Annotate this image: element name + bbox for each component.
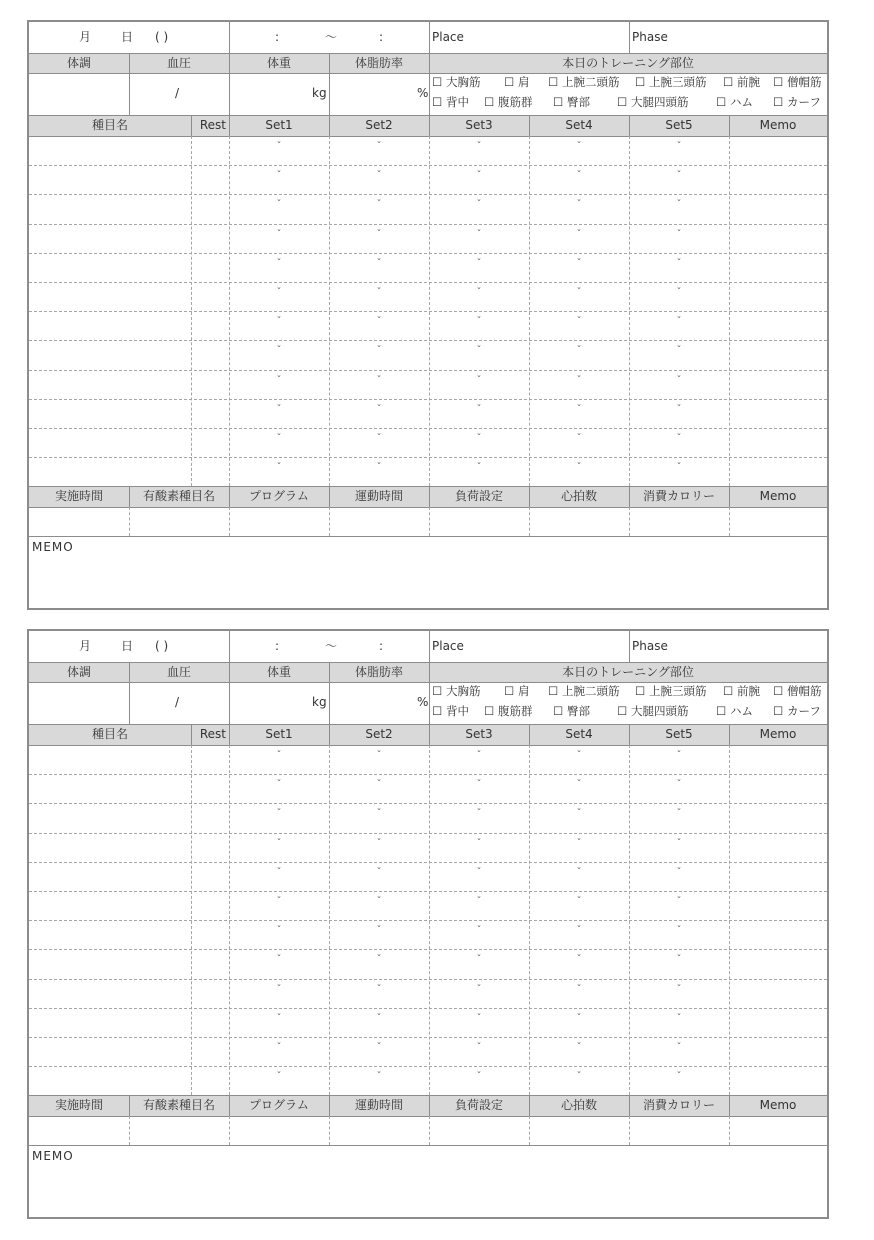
rule-line xyxy=(29,486,827,487)
set-input-mark[interactable]: ˇ xyxy=(276,1042,282,1053)
condition-label: 体調 xyxy=(66,665,91,679)
col-rule xyxy=(429,631,430,662)
set-input-mark[interactable]: ˇ xyxy=(476,983,482,995)
exercise-name-header: 種目名 xyxy=(91,727,128,741)
set-input-mark[interactable]: ˇ xyxy=(276,199,282,211)
set-input-mark[interactable]: ˇ xyxy=(576,866,582,878)
memo-label: MEMO xyxy=(32,1149,74,1163)
row-divider xyxy=(29,253,827,254)
cardio-column-header: 運動時間 xyxy=(354,1098,403,1112)
memo-label: MEMO xyxy=(32,540,74,554)
set-input-mark[interactable]: ˇ xyxy=(476,170,482,182)
row-divider xyxy=(29,803,827,804)
set-header: Set3 xyxy=(465,727,493,741)
set-input-mark[interactable]: ˇ xyxy=(676,287,682,298)
body-fat-label: 体脂肪率 xyxy=(354,56,403,70)
set-input-mark[interactable]: ˇ xyxy=(576,779,582,791)
col-rule xyxy=(429,1116,430,1145)
set-input-mark[interactable]: ˇ xyxy=(476,462,482,474)
row-divider xyxy=(29,862,827,863)
set-input-mark[interactable]: ˇ xyxy=(376,896,382,907)
set-input-mark[interactable]: ˇ xyxy=(476,1071,482,1083)
set-input-mark[interactable]: ˇ xyxy=(676,896,682,907)
training-part-checkbox[interactable]: ☐ ハム xyxy=(716,704,753,718)
row-divider xyxy=(29,920,827,921)
cardio-column-header: 消費カロリー xyxy=(642,1098,715,1112)
training-part-checkbox[interactable]: ☐ カーフ xyxy=(773,704,821,718)
set-input-mark[interactable]: ˇ xyxy=(576,141,582,152)
set-input-mark[interactable]: ˇ xyxy=(376,808,382,820)
rule-line xyxy=(29,1095,827,1096)
set-input-mark[interactable]: ˇ xyxy=(676,170,682,182)
set-input-mark[interactable]: ˇ xyxy=(376,141,382,152)
set-input-mark[interactable]: ˇ xyxy=(276,866,282,878)
set-input-mark[interactable]: ˇ xyxy=(376,866,382,878)
cardio-column-header: 負荷設定 xyxy=(454,489,503,503)
col-rule xyxy=(329,507,330,536)
training-parts-title: 本日のトレーニング部位 xyxy=(562,665,694,679)
training-part-checkbox[interactable]: ☐ 大腿四頭筋 xyxy=(617,704,689,718)
row-divider xyxy=(29,311,827,312)
cardio-column-header: 運動時間 xyxy=(354,489,403,503)
set-input-mark[interactable]: ˇ xyxy=(476,287,482,298)
time-tilde: ～ xyxy=(325,30,338,44)
set-input-mark[interactable]: ˇ xyxy=(676,750,682,761)
cardio-column-header: プログラム xyxy=(249,1098,309,1112)
date-month-label: 月 xyxy=(79,639,92,653)
row-divider xyxy=(29,194,827,195)
set-input-mark[interactable]: ˇ xyxy=(276,170,282,182)
row-divider xyxy=(29,370,827,371)
row-divider xyxy=(29,949,827,950)
set-input-mark[interactable]: ˇ xyxy=(276,896,282,907)
set-input-mark[interactable]: ˇ xyxy=(376,170,382,182)
time-start-colon[interactable]: : xyxy=(275,30,280,44)
time-start-colon[interactable]: : xyxy=(275,639,280,653)
set-header: Set3 xyxy=(465,118,493,132)
col-rule xyxy=(629,22,630,53)
set-input-mark[interactable]: ˇ xyxy=(576,433,582,444)
set-input-mark[interactable]: ˇ xyxy=(476,374,482,386)
cardio-column-header: 有酸素種目名 xyxy=(142,489,215,503)
set-input-mark[interactable]: ˇ xyxy=(676,837,682,849)
set-input-mark[interactable]: ˇ xyxy=(676,403,682,415)
set-input-mark[interactable]: ˇ xyxy=(376,287,382,298)
condition-label: 体調 xyxy=(66,56,91,70)
set-input-mark[interactable]: ˇ xyxy=(276,141,282,152)
set-input-mark[interactable]: ˇ xyxy=(576,896,582,907)
set-input-mark[interactable]: ˇ xyxy=(376,1012,382,1024)
col-rule xyxy=(529,507,530,536)
rule-line xyxy=(29,662,827,663)
set-input-mark[interactable]: ˇ xyxy=(376,228,382,240)
training-part-checkbox[interactable]: ☐ 背中 xyxy=(432,95,469,109)
col-rule xyxy=(229,631,230,662)
set-input-mark[interactable]: ˇ xyxy=(276,1012,282,1024)
memo-area[interactable] xyxy=(29,1165,827,1217)
col-rule xyxy=(629,507,630,536)
training-part-checkbox[interactable]: ☐ 腹筋群 xyxy=(484,704,533,718)
training-part-checkbox[interactable]: ☐ 僧帽筋 xyxy=(773,684,822,698)
set-input-mark[interactable]: ˇ xyxy=(676,374,682,386)
training-part-checkbox[interactable]: ☐ 大腿四頭筋 xyxy=(617,95,689,109)
set-input-mark[interactable]: ˇ xyxy=(676,983,682,995)
body-fat-label: 体脂肪率 xyxy=(354,665,403,679)
training-part-checkbox[interactable]: ☐ 上腕二頭筋 xyxy=(548,684,620,698)
set-header: Set1 xyxy=(265,727,293,741)
set-input-mark[interactable]: ˇ xyxy=(676,141,682,152)
cardio-column-header: 消費カロリー xyxy=(642,489,715,503)
col-rule xyxy=(429,507,430,536)
set-input-mark[interactable]: ˇ xyxy=(576,925,582,937)
training-log-sheet-1 xyxy=(27,20,829,610)
set-input-mark[interactable]: ˇ xyxy=(276,925,282,937)
set-input-mark[interactable]: ˇ xyxy=(676,228,682,240)
set-input-mark[interactable]: ˇ xyxy=(676,925,682,937)
body-fat-unit[interactable]: % xyxy=(417,695,429,709)
set-input-mark[interactable]: ˇ xyxy=(276,983,282,995)
training-part-checkbox[interactable]: ☐ 僧帽筋 xyxy=(773,75,822,89)
set-input-mark[interactable]: ˇ xyxy=(676,199,682,211)
set-input-mark[interactable]: ˇ xyxy=(576,808,582,820)
training-parts-title: 本日のトレーニング部位 xyxy=(562,56,694,70)
col-rule xyxy=(729,745,730,1095)
col-rule xyxy=(191,745,192,1095)
rule-line xyxy=(29,136,827,137)
set-input-mark[interactable]: ˇ xyxy=(476,954,482,966)
set-header: Set2 xyxy=(365,727,393,741)
cardio-column-header: 心拍数 xyxy=(560,489,597,503)
set-input-mark[interactable]: ˇ xyxy=(476,345,482,357)
set-input-mark[interactable]: ˇ xyxy=(676,866,682,878)
memo-header: Memo xyxy=(759,727,797,741)
row-divider xyxy=(29,399,827,400)
col-rule xyxy=(529,1116,530,1145)
blood-pressure-label: 血圧 xyxy=(166,56,191,70)
training-log-sheet-2 xyxy=(27,629,829,1219)
cardio-column-header: 負荷設定 xyxy=(454,1098,503,1112)
rule-line xyxy=(29,682,827,683)
training-part-checkbox[interactable]: ☐ 肩 xyxy=(504,684,530,698)
training-part-checkbox[interactable]: ☐ 大胸筋 xyxy=(432,684,481,698)
set-input-mark[interactable]: ˇ xyxy=(476,257,482,269)
set-input-mark[interactable]: ˇ xyxy=(276,954,282,966)
set-input-mark[interactable]: ˇ xyxy=(576,345,582,357)
set-input-mark[interactable]: ˇ xyxy=(276,837,282,849)
set-header: Set2 xyxy=(365,118,393,132)
set-input-mark[interactable]: ˇ xyxy=(276,257,282,269)
training-part-checkbox[interactable]: ☐ ハム xyxy=(716,95,753,109)
row-divider xyxy=(29,1066,827,1067)
set-input-mark[interactable]: ˇ xyxy=(576,1012,582,1024)
cardio-column-header: Memo xyxy=(759,1098,797,1112)
training-part-checkbox[interactable]: ☐ カーフ xyxy=(773,95,821,109)
set-input-mark[interactable]: ˇ xyxy=(276,287,282,298)
rule-line xyxy=(29,1145,827,1146)
set-input-mark[interactable]: ˇ xyxy=(376,433,382,444)
set-input-mark[interactable]: ˇ xyxy=(376,345,382,357)
set-input-mark[interactable]: ˇ xyxy=(276,433,282,444)
set-input-mark[interactable]: ˇ xyxy=(576,983,582,995)
cardio-column-header: Memo xyxy=(759,489,797,503)
memo-area[interactable] xyxy=(29,556,827,608)
set-input-mark[interactable]: ˇ xyxy=(576,954,582,966)
cardio-column-header: プログラム xyxy=(249,489,309,503)
training-part-checkbox[interactable]: ☐ 大胸筋 xyxy=(432,75,481,89)
set-input-mark[interactable]: ˇ xyxy=(376,462,382,474)
training-part-checkbox[interactable]: ☐ 上腕二頭筋 xyxy=(548,75,620,89)
place-field-label[interactable]: Place xyxy=(432,639,464,653)
row-divider xyxy=(29,282,827,283)
training-part-checkbox[interactable]: ☐ 背中 xyxy=(432,704,469,718)
rule-line xyxy=(29,115,827,116)
set-header: Set4 xyxy=(565,727,593,741)
time-tilde: ～ xyxy=(325,639,338,653)
row-divider xyxy=(29,833,827,834)
set-input-mark[interactable]: ˇ xyxy=(476,141,482,152)
cardio-column-header: 有酸素種目名 xyxy=(142,1098,215,1112)
cardio-column-header: 実施時間 xyxy=(54,1098,103,1112)
set-input-mark[interactable]: ˇ xyxy=(376,954,382,966)
set-input-mark[interactable]: ˇ xyxy=(276,1071,282,1083)
col-rule xyxy=(129,507,130,536)
set-input-mark[interactable]: ˇ xyxy=(576,228,582,240)
set-input-mark[interactable]: ˇ xyxy=(276,374,282,386)
set-input-mark[interactable]: ˇ xyxy=(476,896,482,907)
set-input-mark[interactable]: ˇ xyxy=(476,779,482,791)
set-input-mark[interactable]: ˇ xyxy=(676,462,682,474)
col-rule xyxy=(629,631,630,662)
date-day-label: 日 xyxy=(121,30,134,44)
set-input-mark[interactable]: ˇ xyxy=(376,1071,382,1083)
set-input-mark[interactable]: ˇ xyxy=(576,837,582,849)
set-input-mark[interactable]: ˇ xyxy=(476,866,482,878)
set-input-mark[interactable]: ˇ xyxy=(476,1012,482,1024)
weight-label: 体重 xyxy=(266,665,291,679)
row-divider xyxy=(29,1037,827,1038)
set-input-mark[interactable]: ˇ xyxy=(576,287,582,298)
row-divider xyxy=(29,1008,827,1009)
row-divider xyxy=(29,428,827,429)
weight-unit[interactable]: kg xyxy=(312,695,327,709)
set-input-mark[interactable]: ˇ xyxy=(276,316,282,328)
blood-pressure-separator[interactable]: / xyxy=(175,86,180,100)
col-rule xyxy=(191,136,192,486)
set-header: Set5 xyxy=(665,118,693,132)
weight-unit[interactable]: kg xyxy=(312,86,327,100)
col-rule xyxy=(729,1116,730,1145)
col-rule xyxy=(229,507,230,536)
training-part-checkbox[interactable]: ☐ 上腕三頭筋 xyxy=(635,684,707,698)
set-input-mark[interactable]: ˇ xyxy=(476,433,482,444)
set-input-mark[interactable]: ˇ xyxy=(676,1071,682,1083)
date-day-label: 日 xyxy=(121,639,134,653)
col-rule xyxy=(229,22,230,53)
rest-header: Rest xyxy=(199,727,226,741)
set-input-mark[interactable]: ˇ xyxy=(376,983,382,995)
row-divider xyxy=(29,224,827,225)
col-rule xyxy=(229,1116,230,1145)
training-part-checkbox[interactable]: ☐ 前腕 xyxy=(723,684,760,698)
set-header: Set5 xyxy=(665,727,693,741)
set-input-mark[interactable]: ˇ xyxy=(476,808,482,820)
col-rule xyxy=(429,22,430,53)
phase-field-label[interactable]: Phase xyxy=(632,30,668,44)
training-part-checkbox[interactable]: ☐ 臀部 xyxy=(553,95,590,109)
set-input-mark[interactable]: ˇ xyxy=(276,228,282,240)
set-input-mark[interactable]: ˇ xyxy=(476,403,482,415)
date-month-label: 月 xyxy=(79,30,92,44)
time-end-colon[interactable]: : xyxy=(379,30,384,44)
rule-line xyxy=(29,53,827,54)
set-input-mark[interactable]: ˇ xyxy=(376,1042,382,1053)
col-rule xyxy=(629,1116,630,1145)
set-input-mark[interactable]: ˇ xyxy=(676,316,682,328)
training-part-checkbox[interactable]: ☐ 肩 xyxy=(504,75,530,89)
set-input-mark[interactable]: ˇ xyxy=(676,1012,682,1024)
set-input-mark[interactable]: ˇ xyxy=(376,750,382,761)
training-part-checkbox[interactable]: ☐ 前腕 xyxy=(723,75,760,89)
col-rule xyxy=(729,507,730,536)
rule-line xyxy=(29,507,827,508)
row-divider xyxy=(29,165,827,166)
set-input-mark[interactable]: ˇ xyxy=(276,808,282,820)
rest-header: Rest xyxy=(199,118,226,132)
set-input-mark[interactable]: ˇ xyxy=(476,316,482,328)
set-input-mark[interactable]: ˇ xyxy=(376,374,382,386)
cardio-column-header: 心拍数 xyxy=(560,1098,597,1112)
exercise-name-header: 種目名 xyxy=(91,118,128,132)
cardio-column-header: 実施時間 xyxy=(54,489,103,503)
row-divider xyxy=(29,340,827,341)
set-input-mark[interactable]: ˇ xyxy=(476,750,482,761)
date-weekday-label[interactable]: ( ) xyxy=(155,639,169,653)
set-input-mark[interactable]: ˇ xyxy=(476,925,482,937)
row-divider xyxy=(29,457,827,458)
set-input-mark[interactable]: ˇ xyxy=(376,316,382,328)
weight-label: 体重 xyxy=(266,56,291,70)
set-input-mark[interactable]: ˇ xyxy=(476,199,482,211)
set-input-mark[interactable]: ˇ xyxy=(276,462,282,474)
set-input-mark[interactable]: ˇ xyxy=(676,808,682,820)
set-input-mark[interactable]: ˇ xyxy=(276,779,282,791)
set-input-mark[interactable]: ˇ xyxy=(676,345,682,357)
set-input-mark[interactable]: ˇ xyxy=(376,779,382,791)
rule-line xyxy=(29,724,827,725)
set-input-mark[interactable]: ˇ xyxy=(276,750,282,761)
set-input-mark[interactable]: ˇ xyxy=(276,345,282,357)
set-input-mark[interactable]: ˇ xyxy=(376,403,382,415)
row-divider xyxy=(29,774,827,775)
set-input-mark[interactable]: ˇ xyxy=(476,228,482,240)
set-input-mark[interactable]: ˇ xyxy=(576,1042,582,1053)
set-input-mark[interactable]: ˇ xyxy=(376,925,382,937)
training-part-checkbox[interactable]: ☐ 臀部 xyxy=(553,704,590,718)
set-header: Set1 xyxy=(265,118,293,132)
set-input-mark[interactable]: ˇ xyxy=(476,1042,482,1053)
memo-header: Memo xyxy=(759,118,797,132)
row-divider xyxy=(29,891,827,892)
set-input-mark[interactable]: ˇ xyxy=(476,837,482,849)
set-input-mark[interactable]: ˇ xyxy=(676,433,682,444)
time-end-colon[interactable]: : xyxy=(379,639,384,653)
rule-line xyxy=(29,536,827,537)
blood-pressure-separator[interactable]: / xyxy=(175,695,180,709)
rule-line xyxy=(29,1116,827,1117)
place-field-label[interactable]: Place xyxy=(432,30,464,44)
set-input-mark[interactable]: ˇ xyxy=(676,1042,682,1053)
set-input-mark[interactable]: ˇ xyxy=(576,199,582,211)
set-input-mark[interactable]: ˇ xyxy=(576,257,582,269)
set-input-mark[interactable]: ˇ xyxy=(376,257,382,269)
phase-field-label[interactable]: Phase xyxy=(632,639,668,653)
col-rule xyxy=(329,1116,330,1145)
rule-line xyxy=(29,73,827,74)
training-part-checkbox[interactable]: ☐ 上腕三頭筋 xyxy=(635,75,707,89)
row-divider xyxy=(29,979,827,980)
blood-pressure-label: 血圧 xyxy=(166,665,191,679)
set-input-mark[interactable]: ˇ xyxy=(576,1071,582,1083)
set-input-mark[interactable]: ˇ xyxy=(576,462,582,474)
set-header: Set4 xyxy=(565,118,593,132)
set-input-mark[interactable]: ˇ xyxy=(576,403,582,415)
col-rule xyxy=(729,136,730,486)
set-input-mark[interactable]: ˇ xyxy=(576,750,582,761)
body-fat-unit[interactable]: % xyxy=(417,86,429,100)
date-weekday-label[interactable]: ( ) xyxy=(155,30,169,44)
set-input-mark[interactable]: ˇ xyxy=(576,374,582,386)
col-rule xyxy=(129,1116,130,1145)
training-part-checkbox[interactable]: ☐ 腹筋群 xyxy=(484,95,533,109)
set-input-mark[interactable]: ˇ xyxy=(576,316,582,328)
set-input-mark[interactable]: ˇ xyxy=(376,199,382,211)
set-input-mark[interactable]: ˇ xyxy=(276,403,282,415)
set-input-mark[interactable]: ˇ xyxy=(676,779,682,791)
set-input-mark[interactable]: ˇ xyxy=(376,837,382,849)
rule-line xyxy=(29,745,827,746)
set-input-mark[interactable]: ˇ xyxy=(676,257,682,269)
set-input-mark[interactable]: ˇ xyxy=(576,170,582,182)
set-input-mark[interactable]: ˇ xyxy=(676,954,682,966)
